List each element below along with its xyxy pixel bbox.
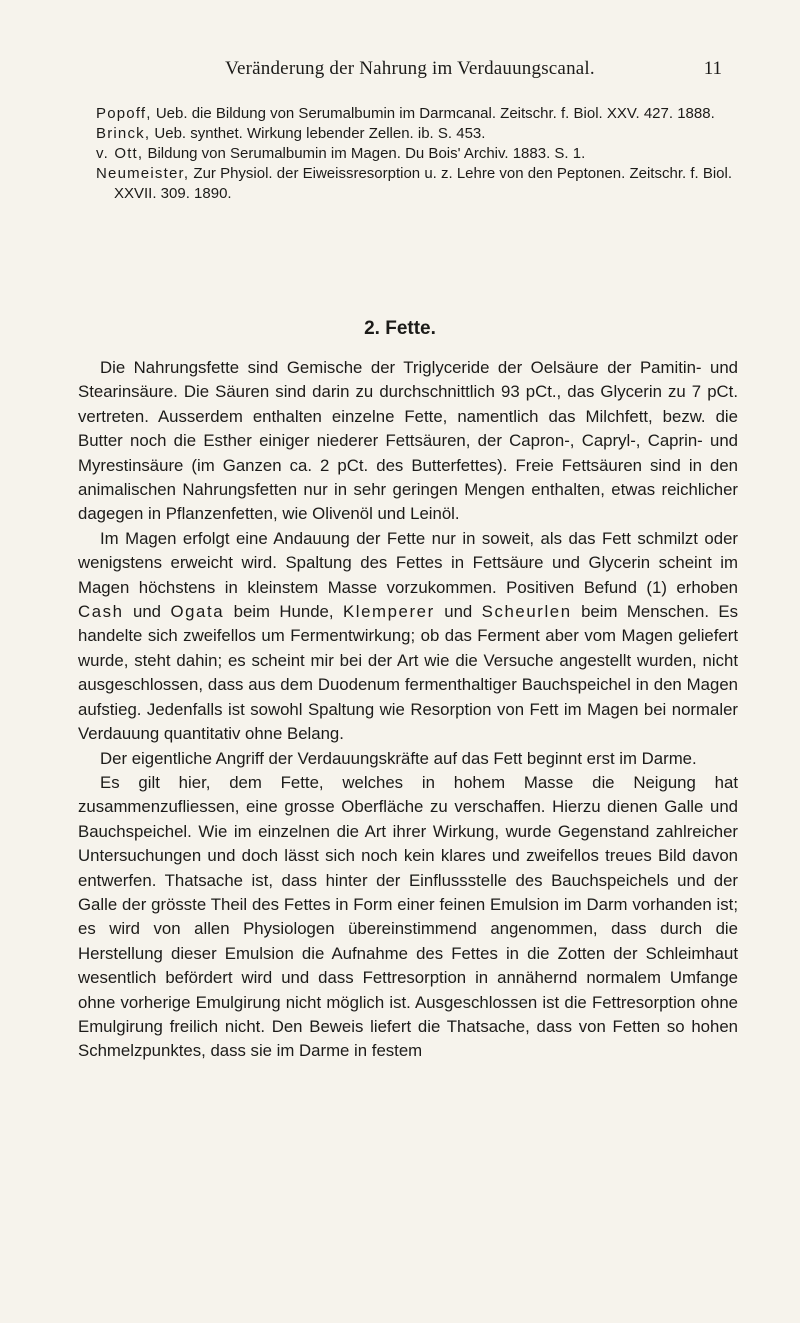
paragraph-text: und	[123, 602, 171, 622]
author-name: Klemperer	[342, 602, 435, 622]
paragraph: Die Nahrungsfette sind Gemische der Triglyceride der Oelsäure der Pamitin- und Stearinsäure. Die Säuren sind darin zu durchschnittlich 93 pCt., das Glycerin zu 7 pCt. vertreten. Ausserdem enthalten einzelne Fette, namentlich das Milchfett, bezw. die Butter noch die Esther einiger niederer Fettsäuren, der Capron-, Capryl-, Caprin- und Myrestinsäure (im Ganzen ca. 2 pCt. des Butterfettes). Freie Fettsäuren sind in den animalischen Nahrungsfetten nur in sehr geringen Mengen enthalten, etwas reichlicher dagegen in Pflanzenfetten, wie Olivenöl und Leinöl.	[78, 358, 738, 524]
author-name: Cash	[78, 602, 124, 622]
reference-text: Ueb. synthet. Wirkung lebender Zellen. ib. S. 453.	[150, 125, 486, 142]
reference-item	[96, 104, 756, 124]
author-name: Ogata	[170, 602, 225, 622]
author-name: Scheurlen	[481, 602, 572, 622]
paragraph-text: beim Menschen. Es handelte sich zweifellos um Fermentwirkung; ob das Ferment aber vom Magen geliefert wurde, steht dahin; es scheint mir bei der Art wie die Versuche angestellt wurden, nicht ausgeschlossen, dass aus dem Duodenum fermenthaltiger Bauchspeichel in den Magen aufstieg. Jedenfalls ist sowohl Spaltung wie Resorption von Fett im Magen bei normaler Verdauung quantitativ ohne Belang.	[78, 602, 738, 744]
paragraph	[78, 527, 738, 747]
reference-item	[96, 164, 756, 204]
page-number: 11	[703, 58, 722, 79]
reference-author: Neumeister,	[96, 165, 190, 182]
reference-item	[96, 124, 756, 144]
reference-text: Ueb. die Bildung von Serumalbumin im Darmcanal. Zeitschr. f. Biol. XXV. 427. 1888.	[151, 105, 715, 122]
running-head: Veränderung der Nahrung im Verdauungscanal.	[225, 58, 595, 79]
reference-author: Brinck,	[96, 125, 151, 142]
reference-author: Popoff,	[96, 105, 152, 122]
reference-text: Zur Physiol. der Eiweissresorption u. z. Lehre von den Peptonen. Zeitschr. f. Biol. XXVII. 309. 1890.	[114, 165, 733, 202]
reference-item	[96, 144, 756, 164]
reference-list	[96, 104, 756, 204]
paragraph-text: und	[434, 602, 482, 622]
body-text	[78, 356, 738, 1064]
section-title: 2. Fette.	[364, 318, 436, 339]
paragraph: Es gilt hier, dem Fette, welches in hohem Masse die Neigung hat zusammenzufliessen, eine grosse Oberfläche zu verschaffen. Hierzu dienen Galle und Bauchspeichel. Wie im einzelnen die Art ihrer Wirkung, wurde Gegenstand zahlreicher Untersuchungen und doch lässt sich noch kein klares und zweifellos treues Bild davon entwerfen. Thatsache ist, dass hinter der Einflussstelle des Bauchspeichels und der Galle der grösste Theil des Fettes in Form einer feinen Emulsion im Darm vorhanden ist; es wird von allen Physiologen übereinstimmend angenommen, dass durch die Herstellung dieser Emulsion die Aufnahme des Fettes in die Zotten der Schleimhaut wesentlich befördert wird und dass Fettresorption in annähernd normalem Umfange ohne vorherige Emulgirung nicht möglich ist. Ausgeschlossen ist die Fettresorption ohne Emulgirung freilich nicht. Den Beweis liefert die Thatsache, dass von Fetten so hohen Schmelzpunktes, dass sie im Darme in festem	[78, 772, 738, 1061]
paragraph-text: beim Hunde,	[224, 602, 343, 622]
paragraph-text: Im Magen erfolgt eine Andauung der Fette nur in soweit, als das Fett schmilzt oder wenigstens erweicht wird. Spaltung des Fettes in Fettsäure und Glycerin scheint im Magen höchstens in kleinstem Masse vorzukommen. Positiven Befund (1) erhoben	[78, 528, 738, 597]
reference-author: v. Ott,	[96, 145, 144, 162]
reference-text: Bildung von Serumalbumin im Magen. Du Bois' Archiv. 1883. S. 1.	[143, 145, 586, 162]
paragraph: Der eigentliche Angriff der Verdauungskräfte auf das Fett beginnt erst im Darme.	[100, 748, 697, 768]
